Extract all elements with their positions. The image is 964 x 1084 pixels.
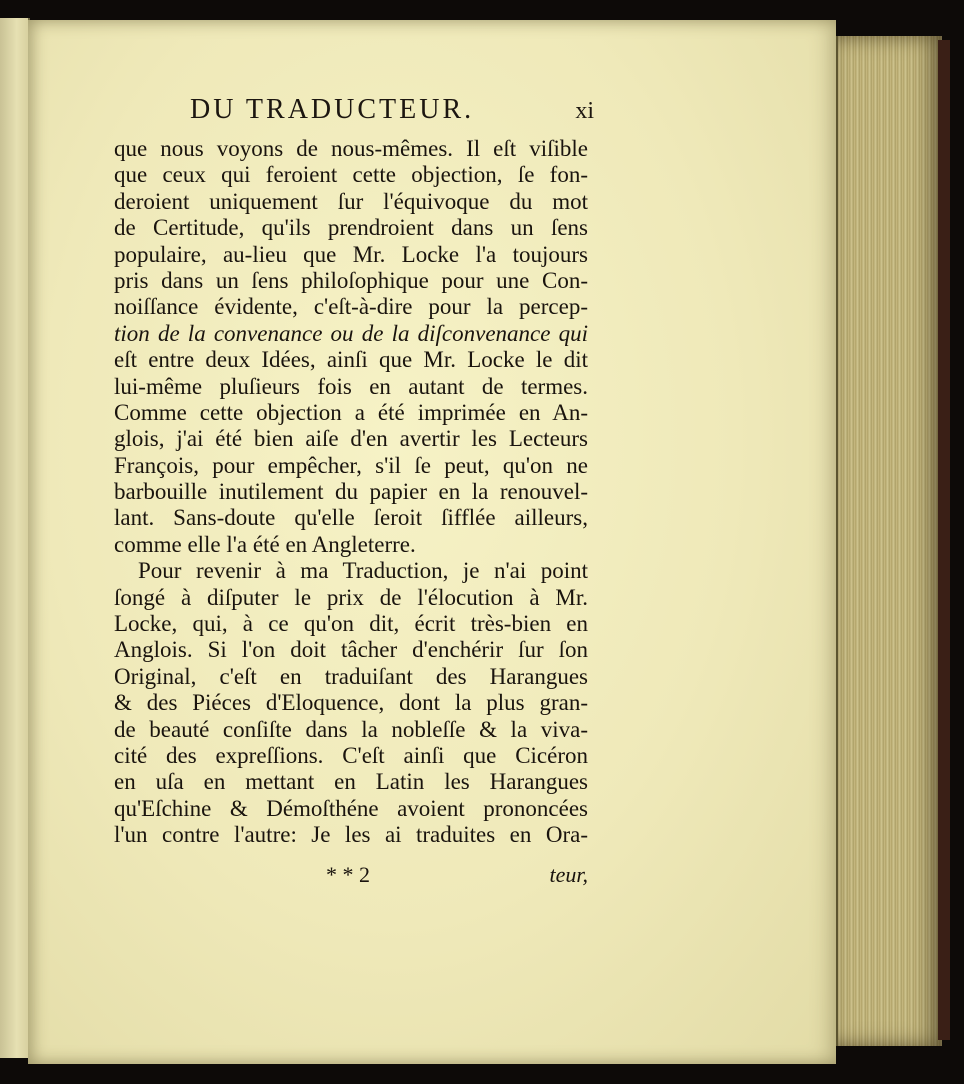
body-text xyxy=(114,136,588,849)
text-line: deroient uniquement ſur l'équivoque du mot xyxy=(114,188,588,214)
text-line: comme elle l'a été en Angleterre. xyxy=(114,531,416,557)
text-line: de beauté conſiſte dans la nobleſſe & la viva- xyxy=(114,716,588,742)
facing-page-edge xyxy=(0,18,30,1058)
text-line: cité des expreſſions. C'eſt ainſi que Cicéron xyxy=(114,742,588,768)
text-line: Comme cette objection a été imprimée en An- xyxy=(114,399,588,425)
text-line: glois, j'ai été bien aiſe d'en avertir les Lecteurs xyxy=(114,426,588,452)
text-line: en uſa en mettant en Latin les Harangues xyxy=(114,769,588,795)
text-line: Original, c'eſt en traduiſant des Harangues xyxy=(114,663,588,689)
page-header xyxy=(190,94,594,134)
text-line: Locke, qui, à ce qu'on dit, écrit très-bien en xyxy=(114,611,588,637)
page-number: xi xyxy=(575,98,594,124)
signature-mark: * * 2 xyxy=(326,862,370,887)
book-cover-edge xyxy=(938,40,950,1040)
text-line: que nous voyons de nous-mêmes. Il eſt viſible xyxy=(114,136,588,161)
text-line: eſt entre deux Idées, ainſi que Mr. Locke le dit xyxy=(114,347,588,373)
text-line: lant. Sans-doute qu'elle ſeroit ſifflée ailleurs, xyxy=(114,505,588,531)
text-line: que ceux qui feroient cette objection, ſe fon- xyxy=(114,162,588,188)
text-line: pris dans un ſens philoſophique pour une Con- xyxy=(114,267,588,293)
text-line: ſongé à diſputer le prix de l'élocution à Mr. xyxy=(114,584,588,610)
text-line: & des Piéces d'Eloquence, dont la plus gran- xyxy=(114,690,588,716)
text-line: qu'Eſchine & Démoſthéne avoient prononcées xyxy=(114,795,588,821)
text-line: tion de la convenance ou de la diſconvenance qui xyxy=(114,320,588,346)
text-line: noiſſance évidente, c'eſt-à-dire pour la percep- xyxy=(114,294,588,320)
text-line: Anglois. Si l'on doit tâcher d'enchérir ſur ſon xyxy=(114,637,588,663)
page-footer xyxy=(114,862,588,892)
text-line: l'un contre l'autre: Je les ai traduites en Ora- xyxy=(114,822,588,848)
text-line: Pour revenir à ma Traduction, je n'ai point xyxy=(138,558,588,584)
book-page-edges xyxy=(836,36,942,1046)
catchword: teur, xyxy=(549,862,588,887)
text-line: de Certitude, qu'ils prendroient dans un ſens xyxy=(114,215,588,241)
text-line: lui-même pluſieurs fois en autant de termes. xyxy=(114,373,588,399)
text-line: populaire, au-lieu que Mr. Locke l'a toujours xyxy=(114,241,588,267)
running-head: DU TRADUCTEUR. xyxy=(190,94,475,125)
text-line: barbouille inutilement du papier en la renouvel- xyxy=(114,479,588,505)
text-line: François, pour empêcher, s'il ſe peut, qu'on ne xyxy=(114,452,588,478)
